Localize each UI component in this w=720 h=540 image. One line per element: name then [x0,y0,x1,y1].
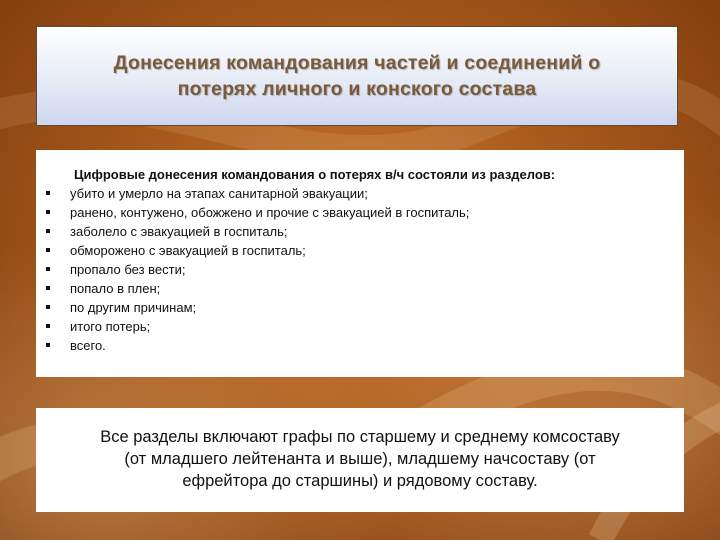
summary-line-2: (от младшего лейтенанта и выше), младшему начсоставу (от [124,450,596,468]
bullet-icon [46,248,50,252]
bullet-icon [46,267,50,271]
slide-title-line-1: Донесения командования частей и соединений о [113,52,601,74]
title-box [36,26,678,126]
bullet-icon [46,191,50,195]
slide-title-line-2: потерях личного и конского состава [177,78,537,100]
sections-list [46,184,674,355]
list-item-text: всего. [70,338,106,353]
list-item-text: убито и умерло на этапах санитарной эвакуации; [70,186,368,201]
list-item-text: ранено, контужено, обожжено и прочие с эвакуацией в госпиталь; [70,205,470,220]
list-item-text: обморожено с эвакуацией в госпиталь; [70,243,306,258]
bullet-icon [46,324,50,328]
list-item [46,317,674,336]
summary-line-1: Все разделы включают графы по старшему и среднему комсоставу [100,428,620,446]
list-item [46,241,674,260]
sections-box [36,150,684,377]
list-item-text: попало в плен; [70,281,161,296]
list-item [46,279,674,298]
list-item [46,260,674,279]
list-item-text: заболело с эвакуацией в госпиталь; [70,224,288,239]
list-item [46,336,674,355]
bullet-icon [46,286,50,290]
summary-line-3: ефрейтора до старшины) и рядовому составу. [182,472,538,490]
list-heading: Цифровые донесения командования о потерях в/ч состояли из разделов: [74,167,556,182]
bullet-icon [46,229,50,233]
list-item-text: итого потерь; [70,319,151,334]
bullet-icon [46,210,50,214]
bullet-icon [46,343,50,347]
list-item [46,184,674,203]
bullet-icon [46,305,50,309]
summary-box [36,408,684,512]
list-item-text: по другим причинам; [70,300,197,315]
list-item [46,298,674,317]
list-item [46,222,674,241]
list-item [46,203,674,222]
list-item-text: пропало без вести; [70,262,186,277]
